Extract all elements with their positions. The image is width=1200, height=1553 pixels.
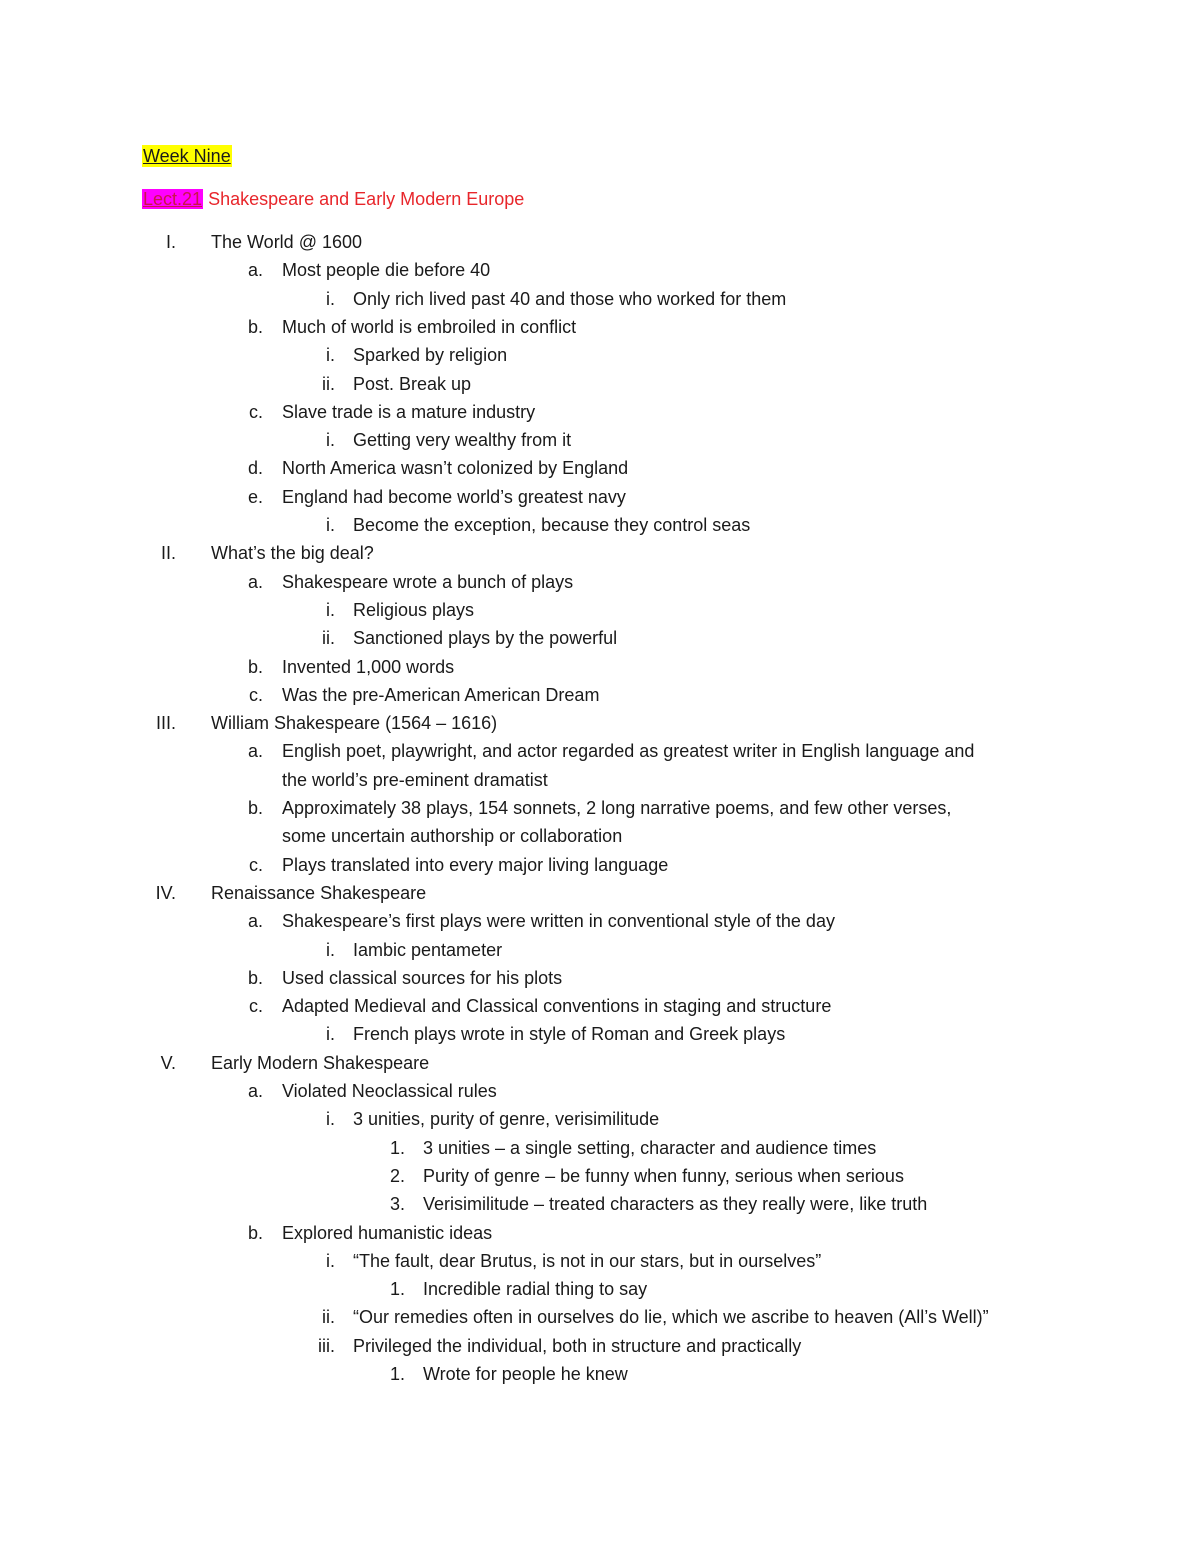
outline-marker: d.	[247, 458, 263, 479]
outline-text: Much of world is embroiled in conflict	[282, 316, 577, 337]
outline-text: Most people die before 40	[282, 260, 491, 281]
outline-marker: i.	[326, 515, 335, 535]
outline-text: William Shakespeare (1564 – 1616)	[211, 713, 498, 734]
outline-marker: i.	[326, 288, 335, 309]
outline-text: Only rich lived past 40 and those who worked for them	[353, 288, 787, 309]
outline-marker: i.	[326, 939, 335, 960]
outline-text: 3 unities, purity of genre, verisimilitude	[353, 1109, 660, 1130]
outline-marker: a.	[247, 911, 263, 932]
outline-marker: b.	[247, 316, 263, 337]
outline-text: Approximately 38 plays, 154 sonnets, 2 long narrative poems, and few other verses,	[282, 798, 952, 818]
outline-marker: II.	[160, 543, 176, 564]
outline-marker: c.	[248, 854, 263, 875]
outline-marker: 1.	[389, 1137, 405, 1158]
outline-marker: i.	[326, 1250, 335, 1271]
outline-marker: 2.	[389, 1165, 405, 1186]
outline-marker: a.	[247, 741, 263, 762]
outline-marker: ii.	[322, 373, 335, 394]
outline-marker: b.	[247, 656, 263, 677]
lecture-title: Shakespeare and Early Modern Europe	[208, 189, 525, 209]
outline-text: Getting very wealthy from it	[353, 430, 572, 451]
outline-text: Early Modern Shakespeare	[211, 1052, 430, 1073]
outline-text: Sparked by religion	[353, 345, 508, 366]
outline-marker: a.	[247, 571, 263, 592]
outline-text: Purity of genre – be funny when funny, serious when serious	[423, 1165, 904, 1186]
outline-text: Post. Break up	[353, 373, 472, 394]
outline-text: North America wasn’t colonized by England	[282, 458, 629, 479]
outline-text: Shakespeare’s first plays were written in conventional style of the day	[282, 911, 835, 932]
outline-marker: b.	[247, 798, 263, 818]
outline-text: “Our remedies often in ourselves do lie, which we ascribe to heaven (All’s Well)”	[353, 1307, 989, 1328]
outline-marker: e.	[247, 486, 263, 507]
outline-text: Incredible radial thing to say	[423, 1279, 648, 1300]
outline-marker: a.	[247, 1081, 263, 1101]
outline-text: Was the pre-American American Dream	[282, 684, 600, 705]
outline-marker: 1.	[389, 1279, 405, 1300]
outline-marker: b.	[247, 1222, 263, 1243]
outline-marker: i.	[326, 599, 335, 620]
outline-text: the world’s pre-eminent dramatist	[282, 769, 548, 790]
outline-marker: I.	[165, 232, 176, 252]
week-heading: Week Nine	[143, 146, 231, 166]
outline-text: Verisimilitude – treated characters as they really were, like truth	[423, 1194, 928, 1215]
outline-text: The World @ 1600	[211, 232, 363, 252]
outline-text: Sanctioned plays by the powerful	[353, 628, 618, 649]
outline-marker: i.	[326, 1024, 335, 1045]
outline-text: Slave trade is a mature industry	[282, 401, 536, 422]
outline-marker: 3.	[389, 1194, 405, 1215]
outline-text: Wrote for people he knew	[423, 1364, 628, 1384]
outline-text: Plays translated into every major living language	[282, 854, 669, 875]
outline-text: Become the exception, because they control seas	[353, 515, 751, 535]
outline-text: French plays wrote in style of Roman and Greek plays	[353, 1024, 786, 1045]
outline-marker: i.	[326, 1109, 335, 1130]
outline-text: Violated Neoclassical rules	[282, 1081, 497, 1101]
outline-marker: III.	[155, 713, 176, 734]
outline-text: What’s the big deal?	[211, 543, 374, 564]
outline-marker: b.	[247, 967, 263, 988]
outline-marker: 1.	[389, 1364, 405, 1384]
outline-text: England had become world’s greatest navy	[282, 486, 626, 507]
lecture-code: Lect.21	[143, 189, 203, 209]
outline-marker: c.	[248, 401, 263, 422]
outline-text: Used classical sources for his plots	[282, 967, 563, 988]
outline-marker: a.	[247, 260, 263, 281]
outline-marker: V.	[160, 1052, 176, 1073]
outline-text: Iambic pentameter	[353, 939, 503, 960]
outline-text: Explored humanistic ideas	[282, 1222, 493, 1243]
outline-marker: IV.	[155, 882, 176, 903]
outline-marker: i.	[326, 345, 335, 366]
outline-marker: ii.	[322, 1307, 335, 1328]
outline-text: Privileged the individual, both in structure and practically	[353, 1335, 802, 1356]
outline-marker: i.	[326, 430, 335, 451]
outline-text: Renaissance Shakespeare	[211, 882, 427, 903]
lecture-heading	[142, 188, 524, 210]
outline-text: English poet, playwright, and actor regarded as greatest writer in English language and	[282, 741, 975, 762]
outline-marker: ii.	[322, 628, 335, 649]
outline-text: Religious plays	[353, 599, 475, 620]
outline-text: some uncertain authorship or collaboration	[282, 826, 623, 847]
outline-text: “The fault, dear Brutus, is not in our stars, but in ourselves”	[353, 1250, 822, 1271]
outline-text: Shakespeare wrote a bunch of plays	[282, 571, 574, 592]
outline-text: Invented 1,000 words	[282, 656, 455, 677]
outline-text: 3 unities – a single setting, character and audience times	[423, 1137, 877, 1158]
outline-marker: c.	[248, 684, 263, 705]
outline-marker: iii.	[318, 1335, 335, 1356]
outline-text: Adapted Medieval and Classical conventions in staging and structure	[282, 996, 832, 1017]
outline-marker: c.	[248, 996, 263, 1017]
